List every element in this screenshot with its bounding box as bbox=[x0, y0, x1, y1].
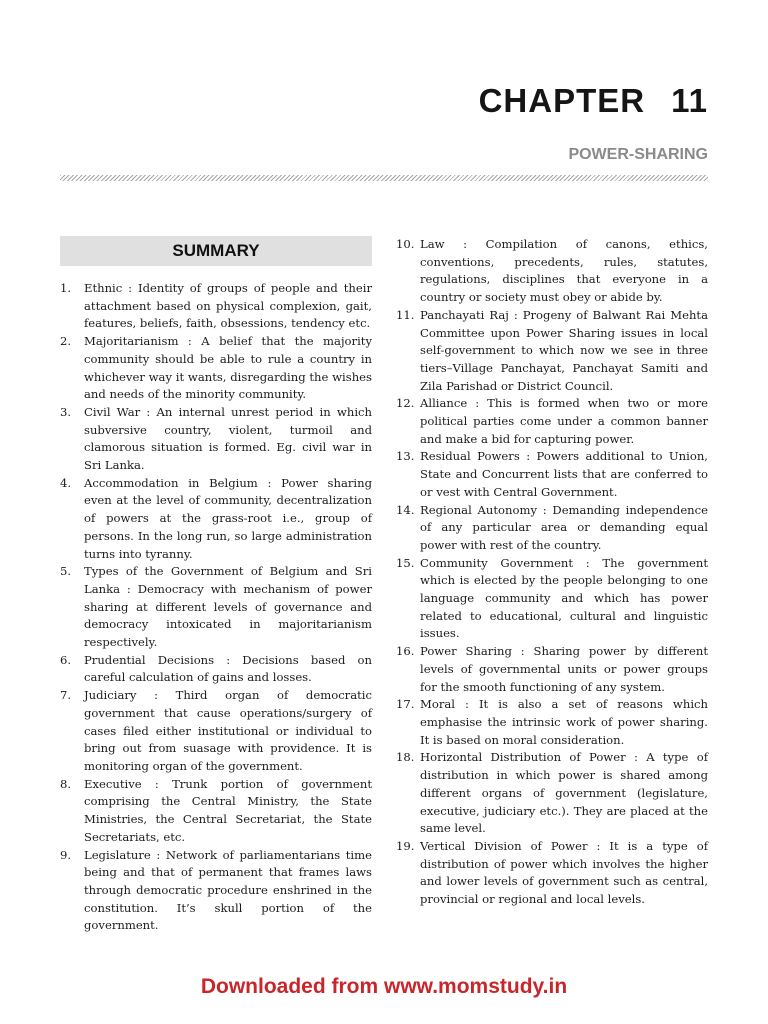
list-item bbox=[396, 395, 708, 448]
item-text: Vertical Division of Power : It is a type of distribution of power which involves the higher and lower levels of government such as central, provincial or regional and local levels. bbox=[420, 838, 708, 907]
item-number: 2. bbox=[60, 334, 72, 349]
item-number: 3. bbox=[60, 404, 72, 419]
item-text: Ethnic : Identity of groups of people and their attachment based on physical complexion, gait, features, beliefs, faith, obsessions, tendency etc. bbox=[84, 281, 372, 331]
item-text: Types of the Government of Belgium and Sri Lanka : Democracy with mechanism of power sharing at different levels of governance and democracy intoxicated in majoritarianism respectively. bbox=[84, 564, 372, 650]
item-text: Law : Compilation of canons, ethics, conventions, precedents, rules, statutes, regulations, disciplines that everyone in a country or society must obey or abide by. bbox=[420, 237, 708, 305]
list-item bbox=[396, 749, 708, 838]
list-item bbox=[396, 502, 708, 555]
list-item bbox=[60, 404, 372, 475]
right-column bbox=[396, 236, 708, 909]
download-footer: Downloaded from www.momstudy.in bbox=[200, 975, 568, 998]
item-text: Residual Powers : Powers additional to Union, State and Concurrent lists that are conferred to or vest with Central Government. bbox=[420, 449, 708, 499]
item-number: 8. bbox=[60, 776, 72, 791]
item-number: 9. bbox=[60, 847, 72, 862]
item-number: 6. bbox=[60, 652, 72, 667]
list-item bbox=[396, 236, 708, 307]
list-item bbox=[60, 847, 372, 936]
item-number: 18. bbox=[396, 750, 415, 765]
list-item bbox=[60, 563, 372, 652]
left-column bbox=[60, 236, 372, 935]
hatched-divider bbox=[60, 175, 708, 181]
chapter-subtitle: POWER-SHARING bbox=[568, 146, 708, 163]
list-item bbox=[396, 838, 708, 909]
item-number: 1. bbox=[60, 281, 72, 295]
list-item bbox=[60, 475, 372, 564]
item-number: 4. bbox=[60, 475, 72, 490]
list-item bbox=[60, 776, 372, 847]
list-item bbox=[60, 687, 372, 776]
item-text: Majoritarianism : A belief that the majority community should be able to rule a country in whichever way it wants, disregarding the wishes and needs of the minority community. bbox=[84, 334, 372, 402]
item-text: Moral : It is also a set of reasons which emphasise the intrinsic work of power sharing. It is based on moral consideration. bbox=[420, 697, 708, 747]
item-number: 13. bbox=[396, 449, 415, 464]
item-text: Civil War : An internal unrest period in which subversive country, violent, turmoil and clamorous situation is formed. Eg. civil war in Sri Lanka. bbox=[84, 404, 372, 473]
summary-heading: SUMMARY bbox=[60, 236, 372, 266]
item-number: 19. bbox=[396, 838, 415, 853]
item-number: 17. bbox=[396, 697, 415, 712]
chapter-label: CHAPTER bbox=[478, 82, 646, 119]
item-text: Regional Autonomy : Demanding independence of any particular area or demanding equal power with rest of the country. bbox=[420, 502, 708, 552]
list-item bbox=[396, 448, 708, 501]
summary-list-right bbox=[396, 236, 708, 909]
item-text: Prudential Decisions : Decisions based on careful calculation of gains and losses. bbox=[84, 652, 372, 685]
item-number: 12. bbox=[396, 396, 415, 411]
item-text: Community Government : The government which is elected by the people belonging to one language community and which has power related to educational, cultural and linguistic issues. bbox=[420, 555, 708, 641]
item-text: Accommodation in Belgium : Power sharing even at the level of community, decentralization of powers at the grass-root i.e., group of persons. In the long run, so large administration turns into tyranny. bbox=[84, 475, 372, 561]
chapter-title bbox=[479, 82, 708, 120]
item-number: 15. bbox=[396, 555, 415, 570]
chapter-number: 11 bbox=[671, 82, 708, 119]
item-text: Horizontal Distribution of Power : A type of distribution in which power is shared among different organs of government (legislature, executive, judiciary etc.). They are placed at the same level. bbox=[420, 750, 708, 836]
item-text: Alliance : This is formed when two or more political parties come under a common banner and make a bid for capturing power. bbox=[420, 396, 708, 446]
item-number: 14. bbox=[396, 502, 415, 517]
item-text: Judiciary : Third organ of democratic government that cause operations/surgery of cases filed either institutional or individual to bring out from suasage with providence. It is monitoring organ of the government. bbox=[84, 688, 372, 773]
item-text: Legislature : Network of parliamentarians time being and that of permanent that frames laws through democratic procedure enshrined in the constitution. It’s skull portion of the government. bbox=[84, 847, 372, 933]
item-number: 5. bbox=[60, 564, 72, 579]
list-item bbox=[396, 307, 708, 396]
item-text: Executive : Trunk portion of government comprising the Central Ministry, the State Ministries, the Central Secretariat, the State Secretariats, etc. bbox=[84, 776, 372, 844]
item-number: 11. bbox=[396, 307, 415, 322]
item-text: Panchayati Raj : Progeny of Balwant Rai Mehta Committee upon Power Sharing issues in local self-government to which now we see in three tiers–Village Panchayat, Panchayat Samiti and Zila Parishad or District Council. bbox=[420, 307, 708, 393]
list-item bbox=[60, 280, 372, 333]
item-number: 7. bbox=[60, 688, 72, 703]
list-item bbox=[396, 643, 708, 696]
list-item bbox=[396, 696, 708, 749]
item-number: 10. bbox=[396, 237, 415, 251]
list-item bbox=[396, 555, 708, 644]
item-text: Power Sharing : Sharing power by different levels of governmental units or power groups for the smooth functioning of any system. bbox=[420, 644, 708, 694]
summary-list-left bbox=[60, 280, 372, 935]
item-number: 16. bbox=[396, 644, 415, 659]
list-item bbox=[60, 333, 372, 404]
list-item bbox=[60, 652, 372, 687]
